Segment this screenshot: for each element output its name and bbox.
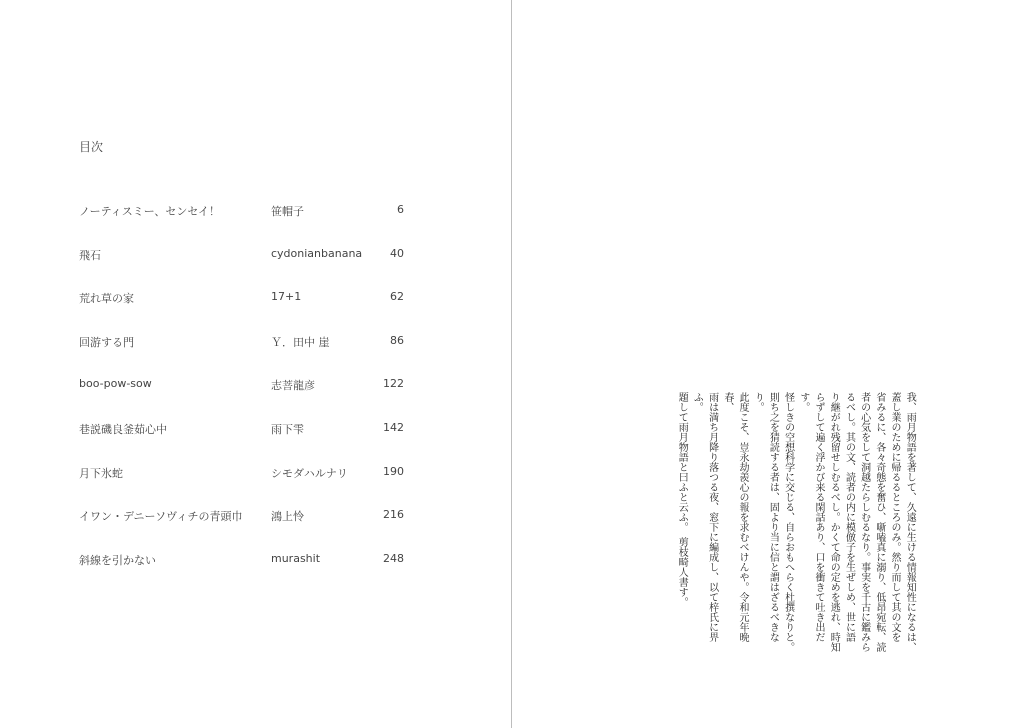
toc-entry-title: イワン・デニーソヴィチの青頭巾 bbox=[79, 510, 243, 524]
toc-entry-author: 志菩龍彦 bbox=[271, 379, 315, 393]
toc-entry-page: 86 bbox=[390, 333, 404, 347]
toc-entry-author: murashit bbox=[271, 551, 321, 565]
left-page bbox=[0, 0, 511, 728]
preface-line: 我、雨月物語を著して、久遠に生ける情報知性になるは、 bbox=[904, 392, 916, 652]
toc-entry-title: 巷説磯良釜茹心中 bbox=[79, 422, 167, 436]
toc-entry-title: 荒れ草の家 bbox=[79, 292, 134, 306]
toc-entry-author: 笹帽子 bbox=[271, 205, 304, 218]
preface-line: 雨は満ち月降り落つる夜、窓下に編成し、以て梓氏に畀ふ。 bbox=[691, 392, 718, 642]
preface-line: 則ち之を猜読する者は、固より当に信と謂はざるべきなり。 bbox=[752, 392, 779, 642]
preface-line: 省みるに、各々奇態を奮ひ、噺嗑真に溺り、低昂宛転、読 bbox=[873, 392, 885, 652]
toc-entry[interactable] bbox=[79, 465, 404, 509]
toc-entry-title: 飛石 bbox=[79, 248, 101, 262]
toc-entry[interactable] bbox=[79, 377, 404, 421]
toc-entry[interactable] bbox=[79, 552, 404, 596]
toc-entry[interactable] bbox=[79, 203, 404, 247]
toc-entry[interactable] bbox=[79, 421, 404, 465]
toc-entry[interactable] bbox=[79, 508, 404, 552]
preface-line: らずして遍く浮かび来る閑話あり、口を衝きて吐き出だす。 bbox=[797, 392, 825, 642]
preface-line: 此度こそ、豈永劫羨心の報を求むべけんや。令和元年晩春、 bbox=[721, 392, 749, 642]
toc-entry-title: 回游する門 bbox=[79, 335, 134, 349]
toc-entry-page: 62 bbox=[390, 290, 404, 304]
toc-entry[interactable] bbox=[79, 247, 404, 291]
toc-entry-page: 190 bbox=[383, 464, 404, 478]
toc-heading: 目次 bbox=[79, 140, 104, 154]
toc-entry-author: 17+1 bbox=[271, 290, 302, 304]
preface-text bbox=[674, 392, 917, 652]
toc-entry-author: シモダハルナリ bbox=[271, 466, 348, 480]
toc-entry-author: Ｙ．田中 崖 bbox=[271, 335, 330, 349]
preface-line: 怪しきの空想科学に交じる、自らおもへらく杜撰なりと。 bbox=[782, 392, 794, 652]
toc-entry-page: 122 bbox=[383, 377, 404, 391]
toc-entry-title: boo-pow-sow bbox=[79, 377, 152, 391]
preface-line: 題して雨月物語と曰ふと云ふ。 剪枝畸人書す。 bbox=[676, 392, 688, 607]
preface-line: り継がれ残留せしむるべし。かくて命の定めを逃れ、時知 bbox=[828, 392, 840, 652]
preface-line: 蓋し業のために帰るるところのみ。然り而して其の文を bbox=[889, 392, 901, 642]
preface-line: 者の心気をして洞越たらしむるなり。事実を千古に鑑みら bbox=[858, 392, 870, 652]
toc-entry-author: cydonianbanana bbox=[271, 246, 363, 260]
toc-entry-page: 40 bbox=[390, 246, 404, 260]
toc-entry-title: ノーティスミー、センセイ！ bbox=[79, 205, 221, 218]
toc-entry-author: 鴻上怜 bbox=[271, 510, 304, 524]
toc-entry[interactable] bbox=[79, 334, 404, 378]
toc-entry[interactable] bbox=[79, 290, 404, 334]
toc-list bbox=[79, 203, 404, 595]
toc-entry-page: 6 bbox=[397, 203, 404, 216]
toc-entry-page: 248 bbox=[383, 551, 404, 565]
preface-line: るべし。其の文、読者の内に模倣子を生ぜしめ、世に語 bbox=[843, 392, 855, 642]
toc-entry-page: 142 bbox=[383, 420, 404, 434]
toc-entry-page: 216 bbox=[383, 508, 404, 522]
toc-entry-author: 雨下雫 bbox=[271, 422, 304, 436]
toc-entry-title: 斜線を引かない bbox=[79, 553, 156, 567]
toc-entry-title: 月下氷蛇 bbox=[79, 466, 123, 480]
